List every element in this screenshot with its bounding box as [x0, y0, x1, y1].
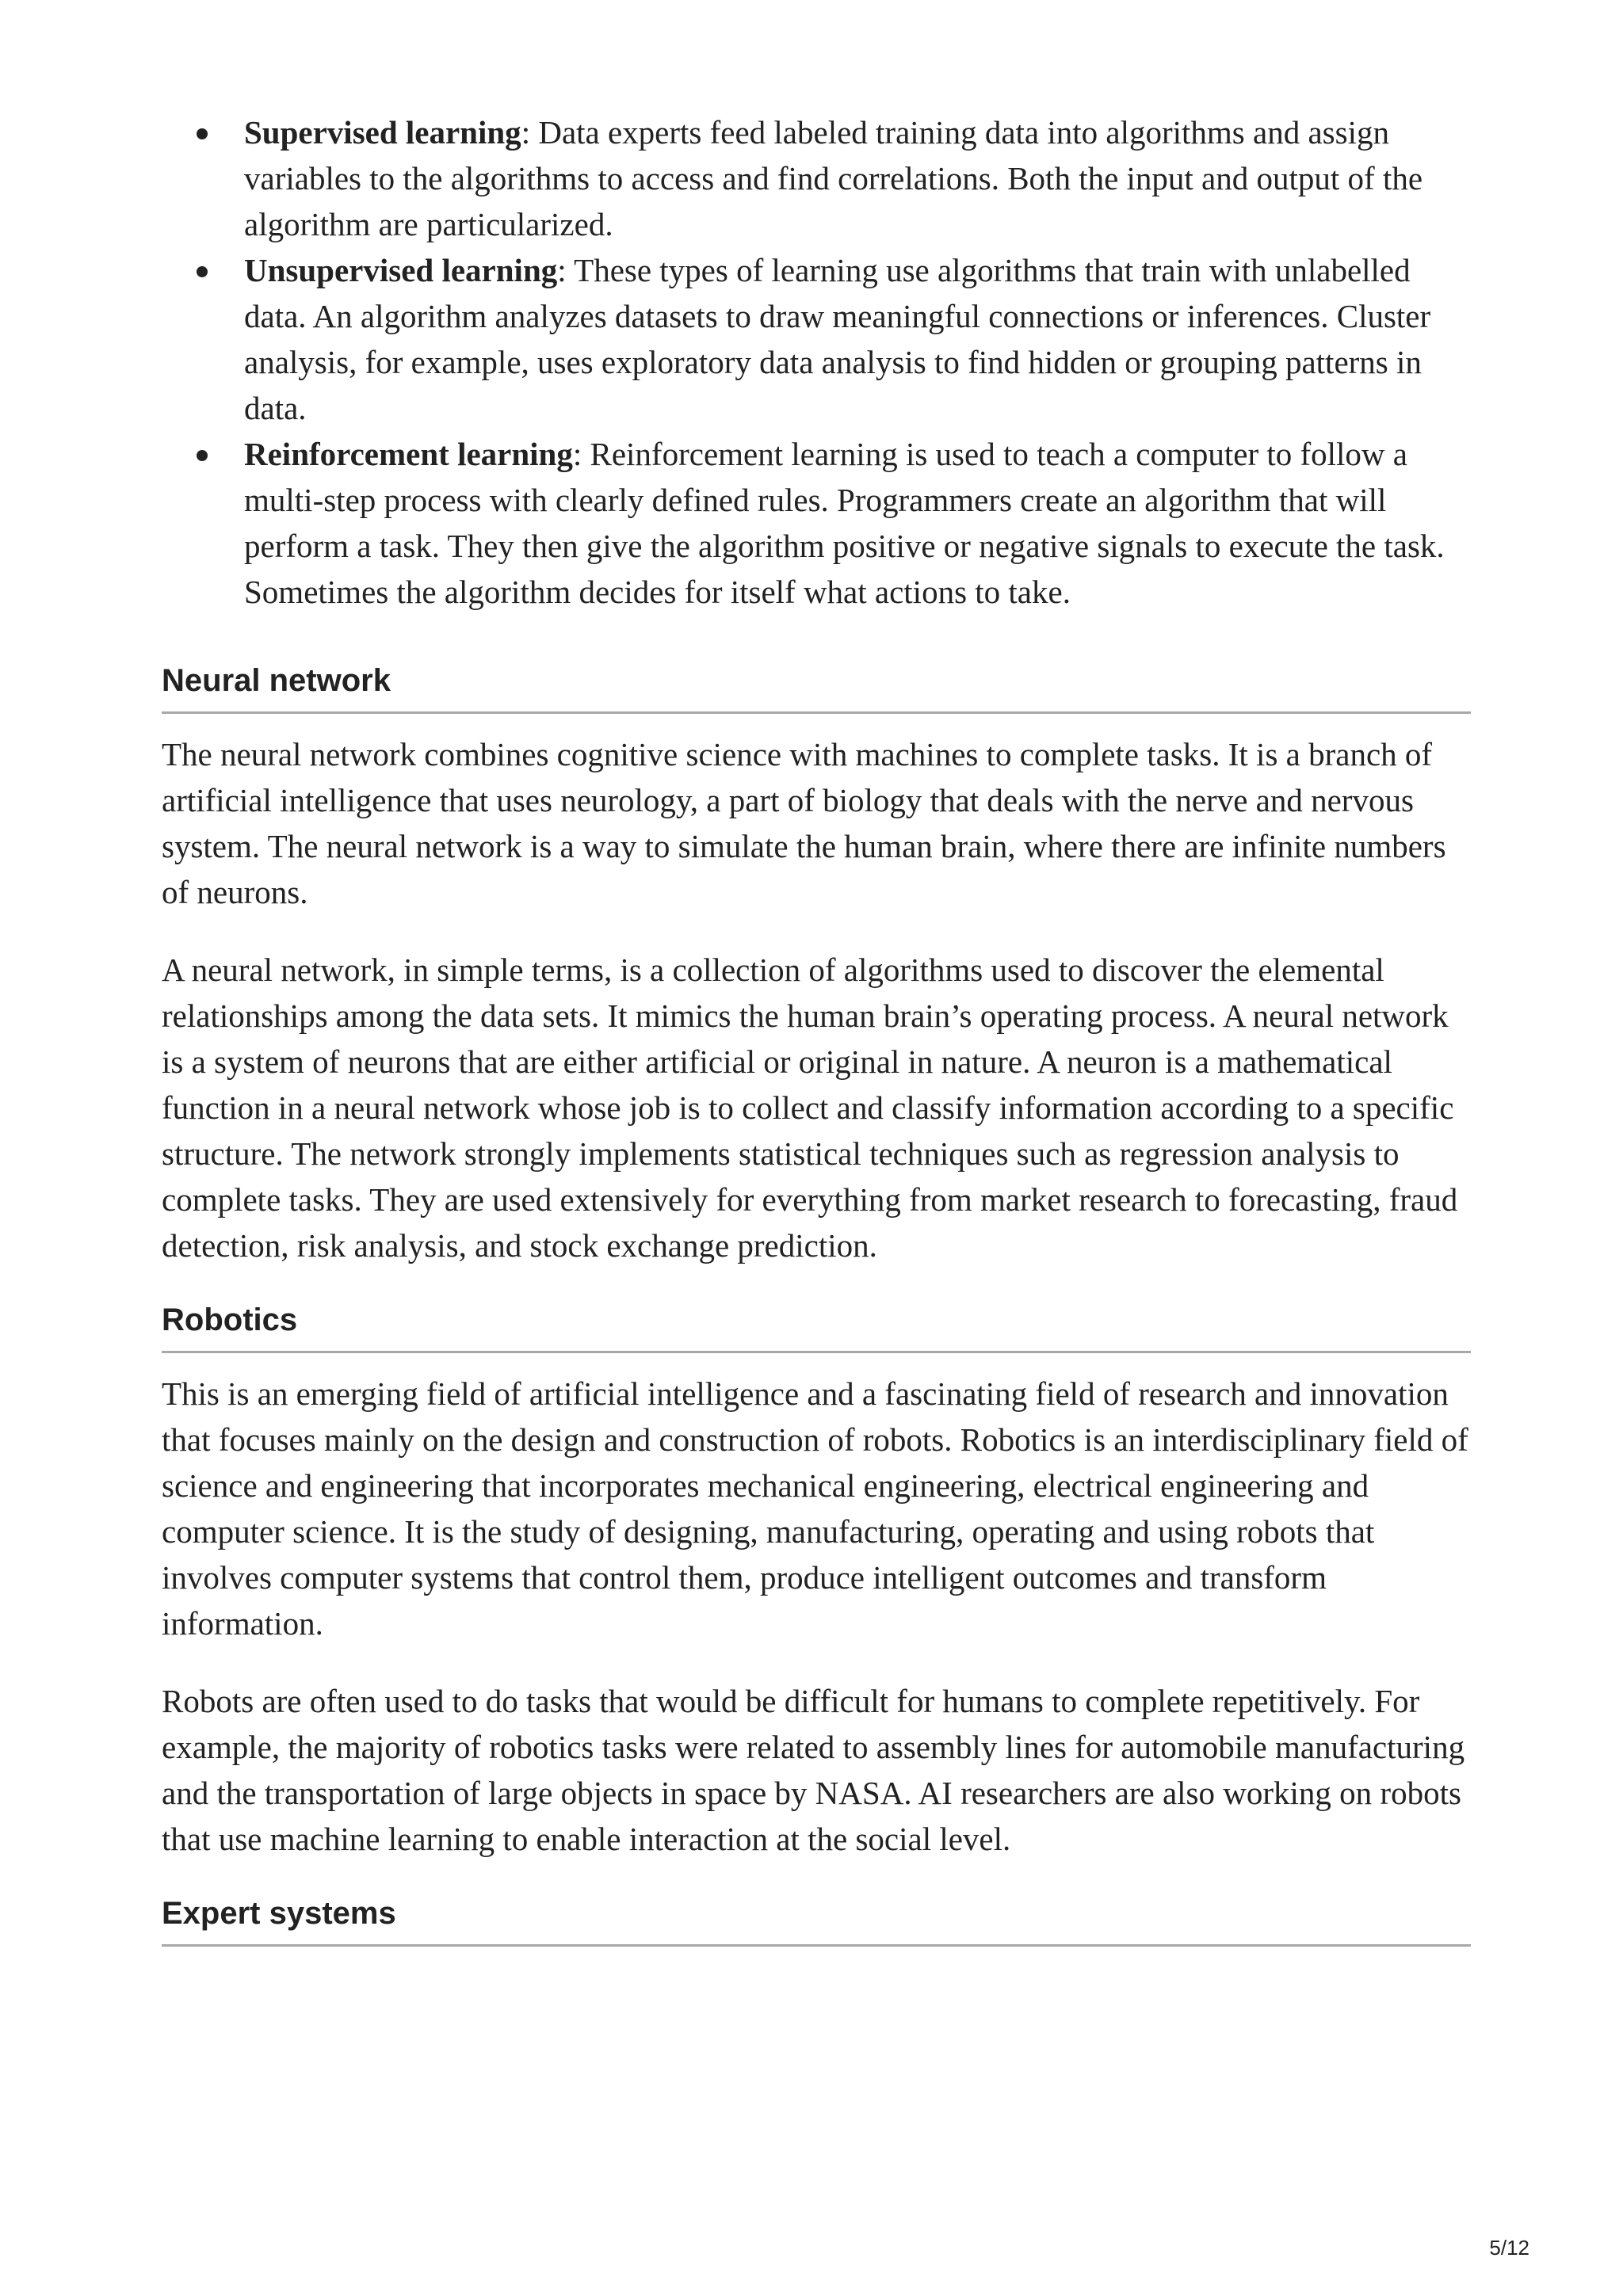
page-number: 5/12: [1489, 2236, 1529, 2260]
section-neural-network: [162, 662, 1471, 1268]
list-item: [244, 431, 1471, 615]
paragraph: A neural network, in simple terms, is a collection of algorithms used to discover the elemental relationships among the data sets. It mimics the human brain’s operating process. A neural network is a system of neurons that are either artificial or original in nature. A neuron is a mathematical function in a neural network whose job is to collect and classify information according to a specific structure. The network strongly implements statistical techniques such as regression analysis to complete tasks. They are used extensively for everything from market research to forecasting, fraud detection, risk analysis, and stock exchange prediction.: [162, 952, 1458, 1264]
list-item-term: Unsupervised learning: [244, 252, 558, 288]
paragraph: Robots are often used to do tasks that would be difficult for humans to complete repetitively. For example, the majority of robotics tasks were related to assembly lines for automobile manufacturing and the transportation of large objects in space by NASA. AI researchers are also working on robots that use machine learning to enable interaction at the social level.: [162, 1683, 1465, 1857]
bullet-icon: [197, 266, 208, 277]
section-heading: Expert systems: [162, 1895, 1471, 1947]
learning-types-list: [162, 109, 1471, 615]
list-item: [244, 247, 1471, 431]
section-robotics: [162, 1302, 1471, 1862]
list-item-term: Supervised learning: [244, 114, 521, 151]
bullet-icon: [197, 128, 208, 139]
paragraph: The neural network combines cognitive science with machines to complete tasks. It is a branch of artificial intelligence that uses neurology, a part of biology that deals with the nerve and nervous system. The neural network is a way to simulate the human brain, where there are infinite numbers of neurons.: [162, 736, 1446, 910]
section-heading: Robotics: [162, 1302, 1471, 1353]
section-heading: Neural network: [162, 662, 1471, 714]
bullet-icon: [197, 450, 208, 461]
list-item-text: : These types of learning use algorithms that train with unlabelled data. An algorithm analyzes datasets to draw meaningful connections or inferences. Cluster analysis, for example, uses exploratory data analysis to find hidden or grouping patterns in data.: [244, 252, 1431, 426]
list-item: [244, 109, 1471, 247]
section-expert-systems: [162, 1895, 1471, 1947]
article-body: [162, 109, 1471, 1947]
paragraph: This is an emerging field of artificial intelligence and a fascinating field of research and innovation that focuses mainly on the design and construction of robots. Robotics is an interdisciplinary field of science and engineering that incorporates mechanical engineering, electrical engineering and computer science. It is the study of designing, manufacturing, operating and using robots that involves computer systems that control them, produce intelligent outcomes and transform information.: [162, 1375, 1468, 1642]
list-item-term: Reinforcement learning: [244, 436, 573, 472]
list-item-text: : Data experts feed labeled training data into algorithms and assign variables to the algorithms to access and find correlations. Both the input and output of the algorithm are particularized.: [244, 114, 1423, 242]
list-item-text: : Reinforcement learning is used to teach a computer to follow a multi-step process with clearly defined rules. Programmers create an algorithm that will perform a task. They then give the algorithm positive or negative signals to execute the task. Sometimes the algorithm decides for itself what actions to take.: [244, 436, 1445, 610]
